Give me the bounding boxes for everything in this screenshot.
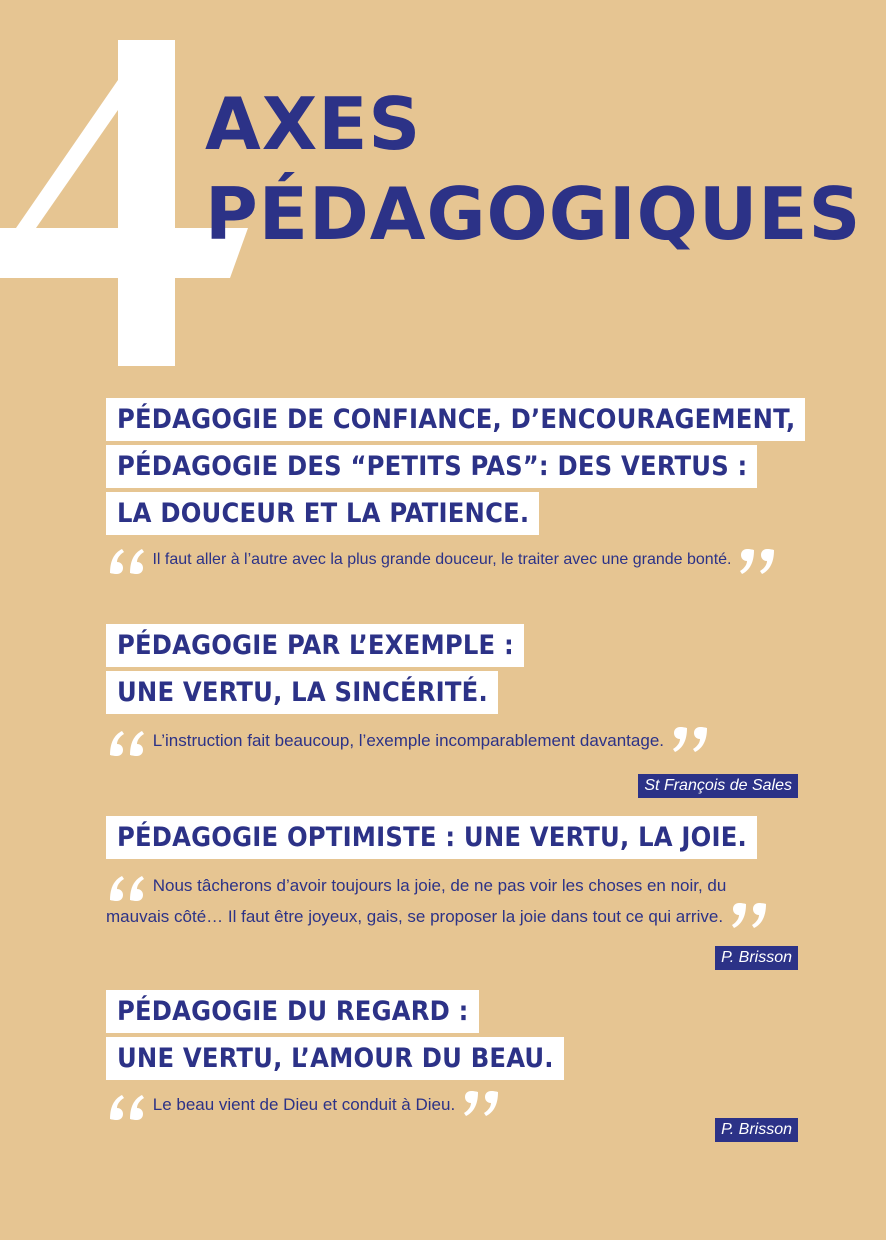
close-quote-icon [728,902,770,932]
open-quote-icon [106,1091,148,1121]
quote-text: Il faut aller à l’autre avec la plus grande douceur, le traiter avec une grande bonté. [152,551,732,569]
close-quote-icon [460,1090,502,1120]
section-heading-line: PÉDAGOGIE PAR L’EXEMPLE : [106,624,524,667]
quote-text: Nous tâcherons d’avoir toujours la joie, de ne pas voir les choses en noir, du mauvais côté… Il faut être joyeux, gais, se proposer la joie dans tout ce qui arrive. [106,876,727,926]
section-heading-line: LA DOUCEUR ET LA PATIENCE. [106,492,539,535]
close-quote-icon [736,548,778,578]
section-heading-line: PÉDAGOGIE OPTIMISTE : UNE VERTU, LA JOIE. [106,816,757,859]
section-heading-line: PÉDAGOGIE DES “PETITS PAS”: DES VERTUS : [106,445,757,488]
quote-block [106,871,776,932]
number-text: 4 [0,40,1,41]
section-exemple [106,624,812,794]
section-confiance [106,398,812,578]
quote-block [106,1090,812,1121]
section-heading-line: UNE VERTU, LA SINCÉRITÉ. [106,671,498,714]
quote-author: St François de Sales [638,774,798,798]
section-heading-line: PÉDAGOGIE DE CONFIANCE, D’ENCOURAGEMENT, [106,398,805,441]
quote-author: P. Brisson [715,946,798,970]
open-quote-icon [106,872,148,902]
quote-text: Le beau vient de Dieu et conduit à Dieu. [152,1095,456,1114]
quote-block [106,545,812,578]
quote-block [106,726,812,757]
quote-author: P. Brisson [715,1118,798,1142]
open-quote-icon [106,545,148,575]
close-quote-icon [669,726,711,756]
page-title-line-2: PÉDAGOGIQUES [205,172,862,256]
open-quote-icon [106,727,148,757]
section-heading-line: UNE VERTU, L’AMOUR DU BEAU. [106,1037,564,1080]
quote-text: L’instruction fait beaucoup, l’exemple incomparablement davantage. [152,731,664,750]
section-optimiste [106,816,812,966]
section-heading-line: PÉDAGOGIE DU REGARD : [106,990,479,1033]
section-regard [106,990,812,1138]
page-title-line-1: AXES [205,82,422,166]
